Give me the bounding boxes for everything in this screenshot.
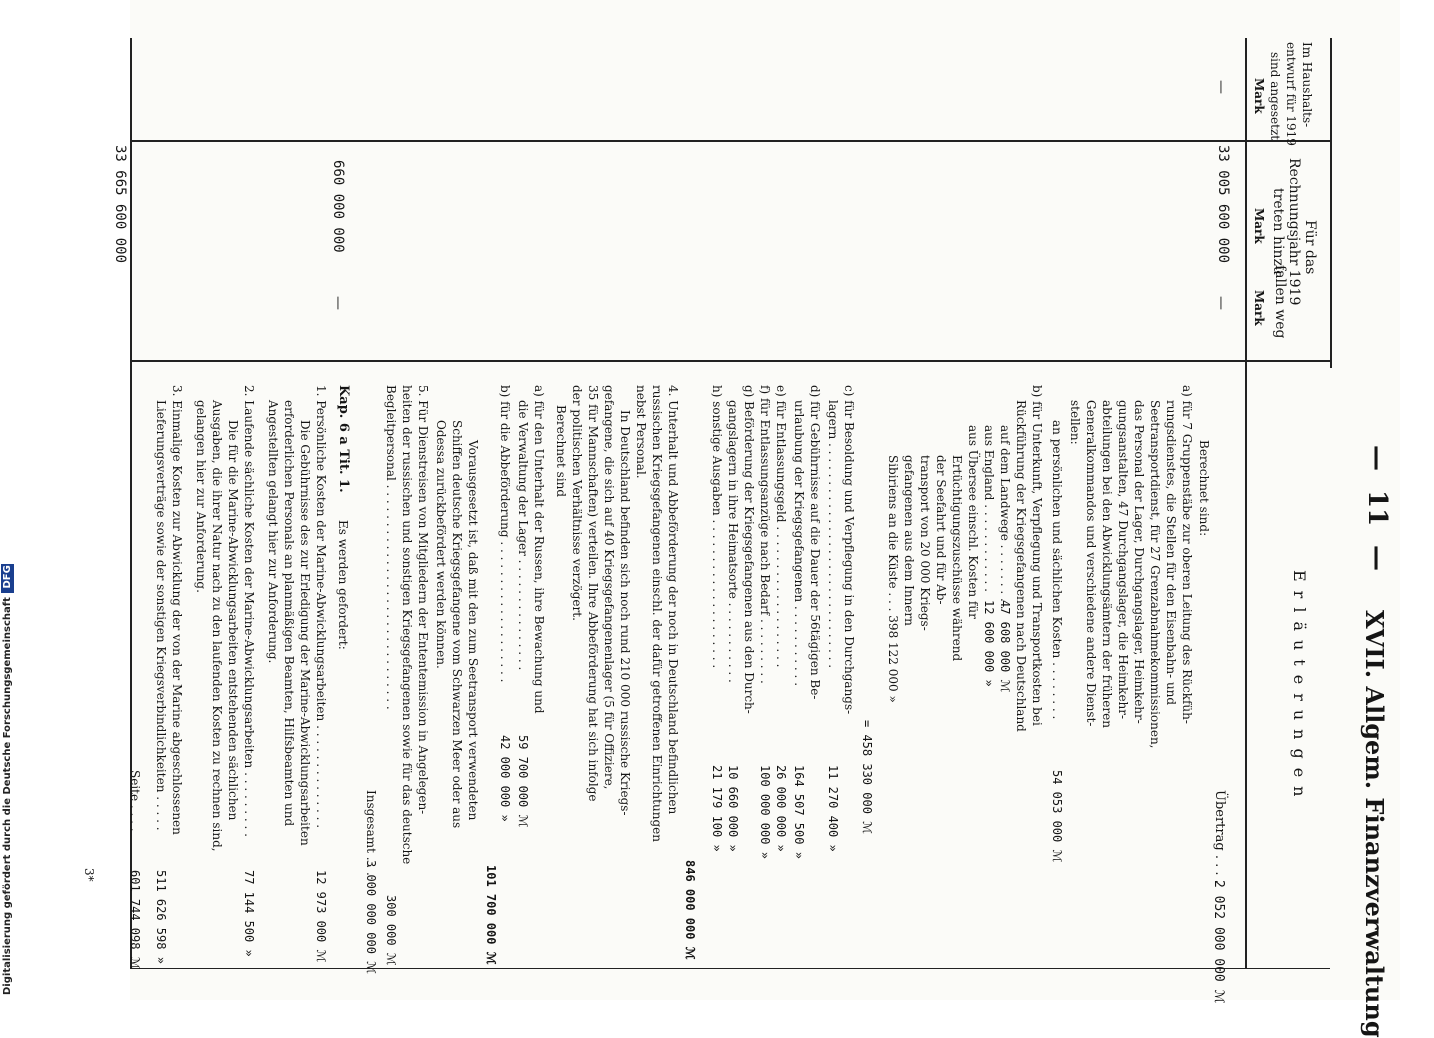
k2-note-line: Die für die Marine-Abwicklungsarbeiten entstehenden sächlichen <box>226 420 240 821</box>
a-line: gungsanstalten, 47 Durchgangslager, die Heimkehr- <box>1116 400 1130 720</box>
d-amount: 164 507 500 » <box>792 765 806 859</box>
rule-top <box>1330 38 1332 368</box>
p4a-line: die Verwaltung der Lager . . . . . . . . . . . . . . . <box>516 400 530 671</box>
b-more-line: Ertüchtigungszuschüsse während <box>950 455 964 662</box>
a-line: a) für 7 Gruppenstäbe zur oberen Leitung des Rückfüh- <box>1180 385 1194 724</box>
page-number: 11 <box>1362 490 1392 527</box>
e-line: e) für Entlassungsgeld . . . . . . . . . . . . . . . . . . . <box>774 385 788 668</box>
p4b-line: b) für die Abbeförderung . . . . . . . . . . . . . . . . . . . <box>498 385 512 683</box>
p4a-amount: 59 700 000 ℳ <box>516 735 530 828</box>
b-more-line: der Seefahrt und für Ab- <box>934 455 948 605</box>
footer-text: Digitalisierung gefördert durch die Deutsche Forschungsgemeinschaft <box>2 597 13 995</box>
p4-total: 101 700 000 ℳ <box>484 865 498 965</box>
k1-note-line: Angestellten gelangt hier zur Anforderung. <box>266 400 280 664</box>
insgesamt-amount: 3 000 000 000 ℳ <box>364 860 378 974</box>
d-line: d) für Gebührnisse auf die Dauer der 56tägigen Be- <box>808 385 822 700</box>
k1-note-line: erforderlichen Personals an planmäßigen Beamten, Hilfsbeamten und <box>282 400 296 827</box>
k2-line: 2. Laufende sächliche Kosten der Marine-Abwicklungsarbeiten . . . . . . . . . <box>242 385 256 837</box>
b-more-line: aus Übersee einschl. Kosten für <box>966 425 980 619</box>
p4-indent-line: In Deutschland befinden sich noch rund 210 000 russische Kriegs- <box>618 410 632 816</box>
p4a-line: a) für den Unterhalt der Russen, ihre Bewachung und <box>532 385 546 714</box>
col3-value: — <box>1213 296 1229 310</box>
col1-heading-line: entwurf für 1919 <box>1284 42 1298 146</box>
g-line: gangslagern in ihre Heimatsorte . . . . . . . . . . . <box>726 400 740 683</box>
g-line: g) Beförderung der Kriegsgefangenen aus den Durch- <box>742 385 756 714</box>
col2-heading-line: treten hinzu <box>1270 188 1286 275</box>
a-line: stellen: <box>1068 400 1082 445</box>
a-line: Seetransportdienst, für 27 Grenzabnahmekommissionen, <box>1148 400 1162 749</box>
p4b-amount: 42 000 000 » <box>498 735 512 822</box>
seite-label: Seite . . . . <box>128 770 142 832</box>
insgesamt-label: Insgesamt . . . <box>364 790 378 876</box>
col4-heading: Erläuterungen <box>1290 570 1309 806</box>
p4-line: nebst Personal. <box>634 385 648 479</box>
p5-line: heiten der russischen und sonstigen Kriegsgefangenen sowie für das deutsche <box>400 385 414 865</box>
seite-amount: 601 744 098 ℳ <box>128 870 142 970</box>
k3-amount: 511 626 598 » <box>154 870 168 964</box>
h-line: h) sonstige Ausgaben . . . . . . . . . . . . . . . . . . . . <box>710 385 724 669</box>
k2-note-line: gelangen hier zur Anforderung. <box>194 400 208 593</box>
sum-846: 846 000 000 ℳ <box>683 860 697 960</box>
kap-heading: Kap. 6 a Tit. 1. <box>336 385 351 493</box>
col3-heading-line: fallen weg <box>1272 265 1288 339</box>
signature: 3* <box>82 868 96 882</box>
berechnet-label: Berechnet sind: <box>1197 440 1211 537</box>
col2-heading-line: Mark <box>1252 208 1266 244</box>
p5-line: 5. Für Dienstreisen von Mitgliedern der Ententemission in Angelegen- <box>416 385 430 815</box>
a-subline: an persönlichen und sächlichen Kosten . . . . . . . . <box>1050 420 1064 720</box>
col3-heading-line: Mark <box>1252 290 1266 326</box>
p4-indent-line: der politischen Verhältnisse verzögert. <box>570 385 584 621</box>
p4-note-line: Schiffen deutsche Kriegsgefangene vom Schwarzen Meer oder aus <box>450 420 464 829</box>
kap-text: Es werden gefordert: <box>336 520 350 650</box>
f-line: f) für Entlassungsanzüge nach Bedarf . . . . . . . . . <box>758 385 772 684</box>
c-line: lagern . . . . . . . . . . . . . . . . . . . . . . . . . . . . . . <box>826 400 840 669</box>
dfg-logo: DFG <box>2 565 13 593</box>
p4-note-line: Vorausgesetzt ist, daß mit den zum Seetransport verwendeten <box>466 440 480 821</box>
b-more-line: gefangenen aus dem Innern <box>902 455 916 626</box>
b-sub-amount: 12 600 000 » <box>982 600 996 687</box>
col2-value: 33 665 600 000 <box>112 145 128 264</box>
b-more-line: Sibiriens an die Küste . . . 398 122 000 » <box>886 455 900 703</box>
rule-col2 <box>130 140 1330 142</box>
d-line: urlaubung der Kriegsgefangenen . . . . . . . . . . . <box>792 400 806 687</box>
section-title: XVII. Allgem. Finanzverwaltung <box>1360 610 1389 1038</box>
dash-left: — <box>1362 445 1392 471</box>
uebertrag-label: Übertrag . . . . <box>1212 790 1227 884</box>
a-line: Generalkommandos und verschiedene andere Dienst- <box>1084 400 1098 727</box>
k2-amount: 77 144 500 » <box>242 870 256 957</box>
rule-bottom <box>130 968 1330 969</box>
k3-line: Lieferungsverträge sowie der sonstigen Kriegsverbindlichkeiten . . . . . <box>154 400 168 831</box>
k1-amount: 12 973 000 ℳ <box>314 870 328 963</box>
rule-head <box>1245 38 1247 968</box>
col2-value: 33 005 600 000 <box>1215 145 1231 264</box>
col1-heading-line: sind angesetzt <box>1268 52 1282 141</box>
b-line: b) für Unterkunft, Verpflegung und Transportkosten bei <box>1030 385 1044 726</box>
p4-indent-line: 35 für Mannschaften) verteilen. Ihre Abbeförderung hat sich infolge <box>586 385 600 802</box>
b-sub: aus England . . . . . . . . . . . . <box>982 425 996 592</box>
k2-note-line: Ausgaben, die ihrer Natur nach zu den laufenden Kosten zu rechnen sind, <box>210 400 224 852</box>
b-more-line: transport von 20 000 Kriegs- <box>918 455 932 631</box>
e-amount: 26 000 000 » <box>774 765 788 852</box>
b-total: = 458 330 000 ℳ <box>860 720 874 834</box>
col3-value: — <box>330 296 346 310</box>
a-line: das Personal der Lager, Durchgangslager, Heimkehr- <box>1132 400 1146 724</box>
g-amount: 10 660 000 » <box>726 765 740 852</box>
uebertrag-amount: 2 052 000 000 ℳ <box>1211 880 1226 1004</box>
p4-indent-line: gefangene, die sich auf 40 Kriegsgefangenenlager (5 für Offiziere, <box>602 385 616 790</box>
b-sub: auf dem Landwege . . . . . . . . . <box>998 425 1012 610</box>
p4-line: 4. Unterhalt und Abbeförderung der noch in Deutschland befindlichen <box>666 385 680 815</box>
footer <box>2 565 16 995</box>
a-line: rungsdienstes, die Stellen für den Eisenbahn- und <box>1164 400 1178 706</box>
a-amount: 54 053 000 ℳ <box>1050 770 1064 863</box>
col2-value: 660 000 000 <box>330 160 346 253</box>
p4-berechnet: Berechnet sind <box>554 405 568 498</box>
k1-note-line: Die Gebührnisse des zur Erledigung der Marine-Abwicklungsarbeiten <box>298 420 312 846</box>
p4-note-line: Odessa zurückbefördert werden können. <box>434 420 448 669</box>
b-line: Rückführung der Kriegsgefangenen nach Deutschland <box>1014 400 1028 732</box>
k1-line: 1. Persönliche Kosten der Marine-Abwicklungsarbeiten . . . . . . . . . . . . . . <box>314 385 328 829</box>
dash-right: — <box>1362 545 1392 571</box>
a-line: abteilungen bei den Abwicklungsämtern der früheren <box>1100 400 1114 728</box>
h-amount: 21 179 100 » <box>710 765 724 852</box>
col1-value: — <box>1213 80 1229 94</box>
col1-heading-line: Mark <box>1252 78 1266 114</box>
p4-line: russischen Kriegsgefangenen einschl. der dafür getroffenen Einrichtungen <box>650 385 664 842</box>
col2-heading-line: Rechnungsjahr 1919 <box>1286 158 1302 306</box>
c-amount: 11 270 400 » <box>826 765 840 852</box>
col1-heading-line: Im Haushalts- <box>1300 42 1314 128</box>
k3-line: 3. Einmalige Kosten zur Abwicklung der von der Marine abgeschlossenen <box>170 385 184 835</box>
p5-amount: 300 000 ℳ <box>384 895 398 966</box>
b-sub-amount: 47 608 000 ℳ <box>998 600 1012 693</box>
c-line: c) für Besoldung und Verpflegung in den Durchgangs- <box>842 385 856 715</box>
p5-line: Begleitpersonal . . . . . . . . . . . . . . . . . . . . . . . . . . . . . . <box>384 385 398 710</box>
col2-heading-line: Für das <box>1302 220 1318 275</box>
rule-col3 <box>130 360 1330 362</box>
f-amount: 100 000 000 » <box>758 765 772 859</box>
